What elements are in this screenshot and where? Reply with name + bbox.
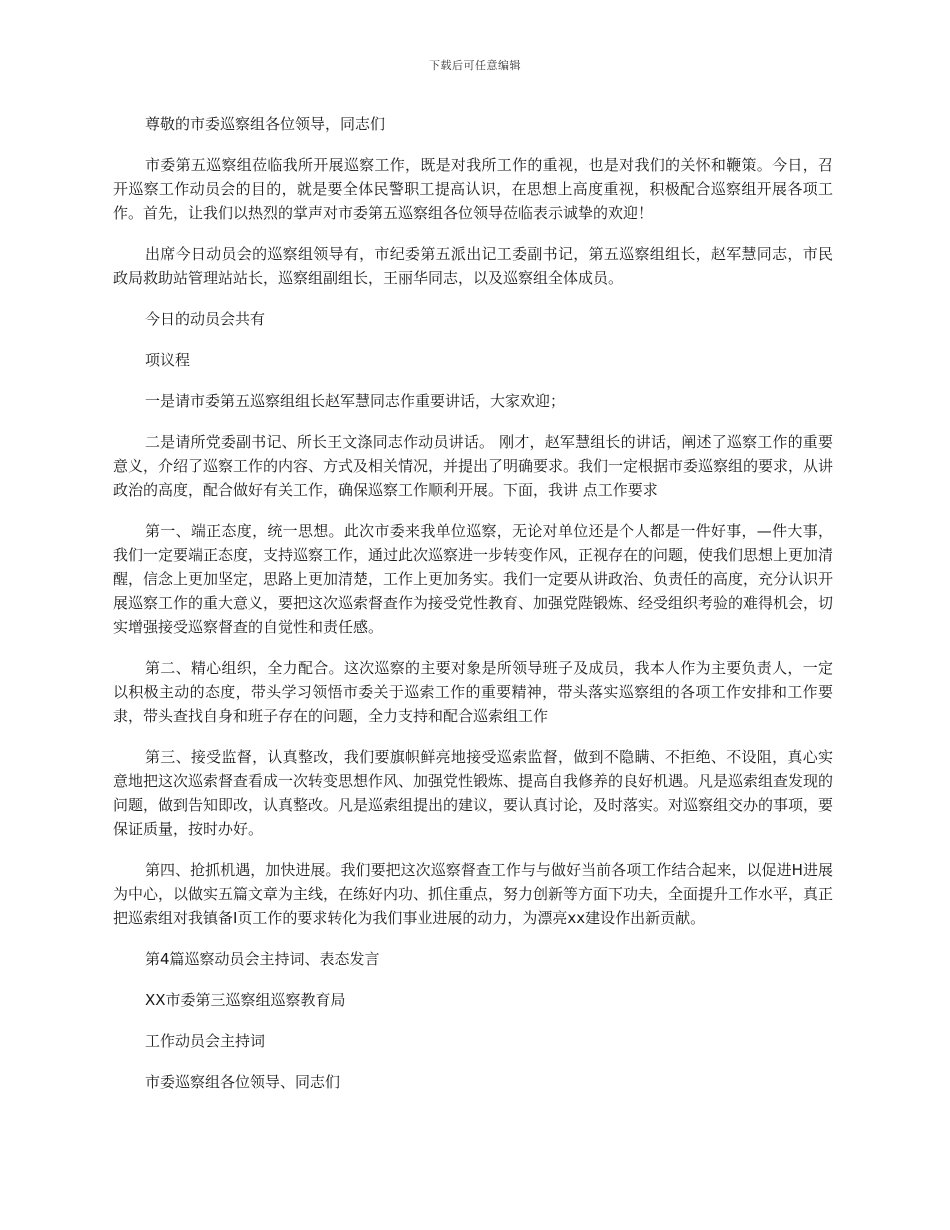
greeting-paragraph: 尊敬的市委巡察组各位领导，同志们 — [145, 115, 386, 133]
point-two-paragraph: 第二、精心组织，全力配合。这次巡察的主要对象是所领导班子及成员，我本人作为主要负责人，一定以积极主动的态度，带头学习领悟市委关于巡索工作的重要精神，带头落实巡察组的各项工作安排和工作要隶，带头查找自身和班子存在的问题，全力支持和配合巡索组工作 — [113, 659, 833, 725]
page-header: 下载后可任意编辑 — [429, 59, 521, 72]
agenda-label-paragraph: 项议程 — [145, 351, 191, 369]
agenda-item-1: 一是请市委第五巡察组组长赵军慧同志作重要讲话，大家欢迎； — [145, 392, 566, 410]
host-speech-title: 工作动员会主持词 — [145, 1032, 266, 1050]
agenda-count-paragraph: 今日的动员会共有 — [145, 310, 266, 328]
attendees-paragraph: 出席今日动员会的巡察组领导有，市纪委第五派出记工委副书记，第五巡察组组长，赵军慧同志，市民政局救助站管理站站长，巡察组副组长，王丽华同志，以及巡察组全体成员。 — [113, 245, 833, 287]
point-four-paragraph: 第四、抢抓机遇，加快进展。我们要把这次巡察督查工作与与做好当前各项工作结合起来，以促进H进展为中心，以做实五篇文章为主线，在练好内功、抓住重点，努力创新等方面下功夫，全面提升工作水平，真正把巡索组对我镇备I页工作的要求转化为我们事业进展的动力，为漂亮xx建设作出新贡献。 — [113, 861, 834, 927]
closing-greeting: 市委巡察组各位领导、同志们 — [145, 1073, 341, 1091]
welcome-paragraph: 市委第五巡察组莅临我所开展巡察工作，既是对我所工作的重视，也是对我们的关怀和鞭策。今日，召开巡察工作动员会的目的，就是要全体民警职工提高认识，在思想上高度重视，积极配合巡察组开展各项工作。首先，让我们以热烈的掌声对市委第五巡察组各位领导莅临表示诚挚的欢迎！ — [113, 156, 833, 222]
organization-line: XX市委第三巡察组巡察教育局 — [145, 991, 346, 1009]
document-body — [113, 112, 833, 1111]
point-one-paragraph: 第一、端正态度，统一思想。此次市委来我单位巡察，无论对单位还是个人都是一件好事，—件大事，我们一定要端正态度，支持巡察工作，通过此次巡察进一步转变作风，正视存在的问题，使我们思想上更加清醒，信念上更加坚定，思路上更加清楚，工作上更加务实。我们一定要从讲政治、负责任的高度，充分认识开展巡察工作的重大意义，要把这次巡索督查作为接受党性教育、加强党陛锻炼、经受组织考验的难得机会，切实增强接受巡察督查的自觉性和责任感。 — [113, 522, 834, 636]
section-title: 第4篇巡察动员会主持词、表态发言 — [145, 950, 380, 968]
agenda-item-2: 二是请所党委副书记、所长王文涤同志作动员讲话。 刚才，赵军慧组长的讲话，阐述了巡察工作的重要意义，介绍了巡察工作的内容、方式及相关情况，并提出了明确要求。我们一定根据市委巡察组的要求，从讲政治的高度，配合做好有关工作，确保巡察工作顺利开展。下面，我讲 点工作要求 — [113, 433, 834, 499]
point-three-paragraph: 第三、接受监督，认真整改，我们要旗帜鲜亮地接受巡索监督，做到不隐瞒、不拒绝、不设阻，真心实意地把这次巡索督查看成一次转变思想作风、加强党性锻炼、提高自我修养的良好机遇。凡是巡索组查发现的问题，做到告知即改，认真整改。凡是巡索组提出的建议，要认真讨论，及时落实。对巡察组交办的事项，要保证质量，按时办好。 — [113, 748, 834, 838]
